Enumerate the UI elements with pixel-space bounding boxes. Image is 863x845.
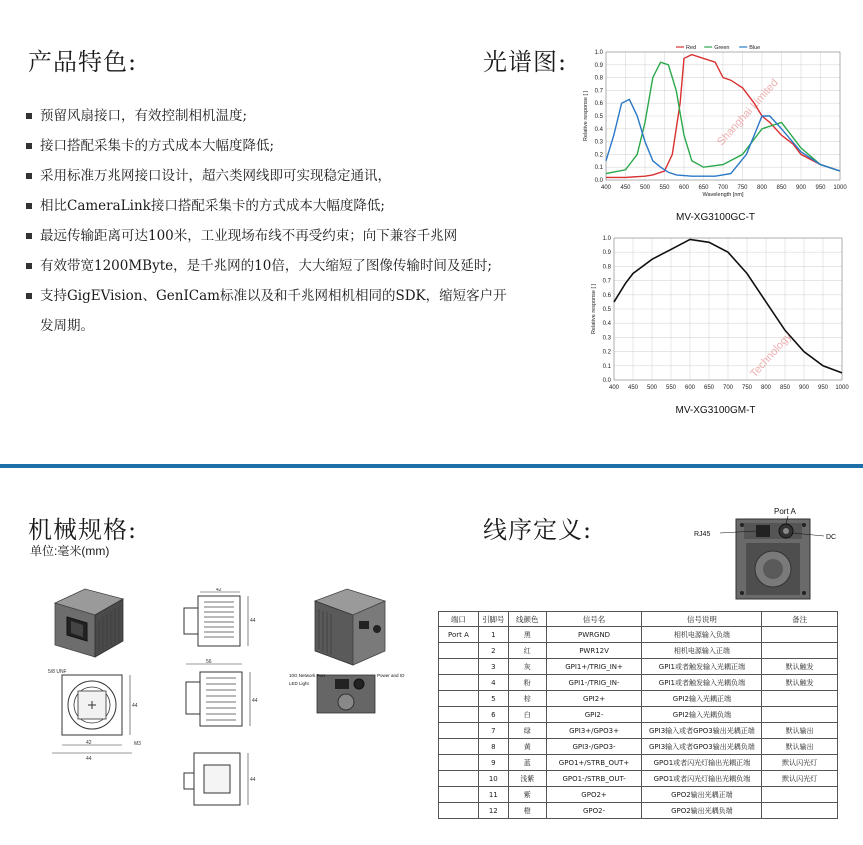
feature-item: 最远传输距离可达100米，工业现场布线不再受约束；向下兼容千兆网 — [24, 221, 564, 251]
port-note: LED Light — [289, 681, 309, 686]
cell-desc: 相机电源输入负端 — [642, 627, 762, 643]
camera-front-drawing — [42, 665, 162, 765]
features-title: 产品特色: — [28, 48, 138, 76]
port-diagram — [692, 503, 842, 603]
cell-desc: GPI1或者触发输入光耦正端 — [642, 659, 762, 675]
col-signal: 信号名 — [546, 612, 642, 627]
dim-label: 44 — [86, 756, 92, 762]
x-tick-label: 500 — [646, 385, 658, 391]
camera-rear-drawing — [285, 585, 405, 715]
port-a-label: Port A — [774, 507, 796, 516]
cell-signal: GPO1-/STRB_OUT- — [546, 771, 642, 787]
port-note: Power and IO — [377, 673, 405, 678]
x-tick-label: 400 — [600, 185, 612, 191]
x-tick-label: 450 — [627, 385, 639, 391]
cell-color: 红 — [508, 643, 546, 659]
x-tick-label: 750 — [737, 185, 748, 191]
port-note: 10G Network Port — [289, 673, 325, 678]
camera-top-drawing — [180, 588, 260, 656]
cell-signal: GPI3+/GPO3+ — [546, 723, 642, 739]
y-tick-label: 1.0 — [602, 236, 611, 242]
feature-continuation: 发周期。 — [40, 318, 94, 334]
cell-pin: 11 — [478, 787, 508, 803]
cell-pin: 8 — [478, 739, 508, 755]
section-divider — [0, 464, 863, 468]
x-tick-label: 950 — [815, 185, 826, 191]
cell-port — [439, 739, 479, 755]
x-tick-label: 500 — [639, 185, 651, 191]
x-tick-label: 900 — [795, 185, 807, 191]
dim-label: 44 — [250, 618, 256, 624]
cell-desc: GPI3输入或者GPO3输出光耦正端 — [642, 723, 762, 739]
camera-bottom-drawing — [180, 745, 260, 815]
cell-color: 蓝 — [508, 755, 546, 771]
feature-item: 相比CameraLink接口搭配采集卡的方式成本大幅度降低; — [24, 191, 564, 221]
cell-port — [439, 643, 479, 659]
col-desc: 信号说明 — [642, 612, 762, 627]
cell-desc: GPO2输出光耦正端 — [642, 787, 762, 803]
cell-port — [439, 803, 479, 819]
feature-item: 接口搭配采集卡的方式成本大幅度降低; — [24, 131, 564, 161]
cell-port — [439, 723, 479, 739]
cell-note: 默认输出 — [762, 739, 838, 755]
cell-signal: GPO1+/STRB_OUT+ — [546, 755, 642, 771]
features-list — [24, 101, 564, 341]
table-row — [439, 771, 838, 787]
y-tick-label: 0.6 — [594, 101, 603, 108]
x-tick-label: 650 — [703, 385, 715, 391]
cell-desc: 相机电源输入正端 — [642, 643, 762, 659]
cell-port: Port A — [439, 627, 479, 643]
cell-note: 默认触发 — [762, 659, 838, 675]
cell-note: 默认闪光灯 — [762, 771, 838, 787]
x-tick-label: 1000 — [835, 385, 849, 391]
table-row — [439, 803, 838, 819]
y-tick-label: 0.7 — [602, 278, 611, 285]
col-note: 备注 — [762, 612, 838, 627]
cell-pin: 5 — [478, 691, 508, 707]
y-tick-label: 0.9 — [602, 250, 611, 257]
table-row — [439, 787, 838, 803]
cell-pin: 1 — [478, 627, 508, 643]
cell-color: 棕 — [508, 691, 546, 707]
feature-item: 预留风扇接口，有效控制相机温度; — [24, 101, 564, 131]
cell-pin: 10 — [478, 771, 508, 787]
cell-desc: GPI3输入或者GPO3输出光耦负端 — [642, 739, 762, 755]
cell-color: 白 — [508, 707, 546, 723]
y-tick-label: 0.1 — [594, 165, 603, 172]
col-pin: 引脚号 — [478, 612, 508, 627]
cell-port — [439, 755, 479, 771]
cell-port — [439, 691, 479, 707]
y-tick-label: 0.2 — [602, 349, 611, 356]
y-tick-label: 0.4 — [594, 126, 603, 133]
dim-label: M3 — [134, 741, 141, 747]
pinout-table — [438, 611, 838, 819]
cell-signal: GPI2+ — [546, 691, 642, 707]
x-tick-label: 950 — [817, 385, 829, 391]
y-tick-label: 0.3 — [602, 335, 611, 342]
y-tick-label: 0.2 — [594, 152, 603, 159]
y-tick-label: 0.0 — [594, 178, 603, 184]
cell-port — [439, 659, 479, 675]
watermark: Technology — [748, 330, 795, 381]
cell-signal: GPI3-/GPO3- — [546, 739, 642, 755]
y-tick-label: 0.4 — [602, 321, 611, 328]
cell-desc: GPO1或者闪光灯输出光耦负端 — [642, 771, 762, 787]
cell-signal: GPI1-/TRIG_IN- — [546, 675, 642, 691]
table-header-row — [439, 612, 838, 627]
pinout-title: 线序定义: — [483, 516, 593, 544]
x-tick-label: 650 — [698, 185, 709, 191]
col-color: 线颜色 — [508, 612, 546, 627]
cell-color: 灰 — [508, 659, 546, 675]
cell-signal: GPO2+ — [546, 787, 642, 803]
x-tick-label: 700 — [717, 185, 729, 191]
dim-label: 42 — [86, 740, 92, 746]
y-tick-label: 0.6 — [602, 292, 611, 299]
cell-color: 粉 — [508, 675, 546, 691]
legend-label: Blue — [749, 45, 761, 51]
cell-port — [439, 787, 479, 803]
cell-note: 默认闪光灯 — [762, 755, 838, 771]
watermark: Shanghai Limited — [715, 76, 781, 149]
unit-label: 单位:毫米(mm) — [30, 544, 110, 558]
chart-caption-color: MV-XG3100GC-T — [676, 212, 755, 223]
x-tick-label: 700 — [722, 385, 734, 391]
rj45-label: RJ45 — [694, 531, 711, 538]
y-tick-label: 0.9 — [594, 62, 603, 69]
cell-desc: GPO1或者闪光灯输出光耦正端 — [642, 755, 762, 771]
dim-label: 42 — [216, 588, 222, 593]
x-tick-label: 850 — [776, 185, 787, 191]
cell-pin: 7 — [478, 723, 508, 739]
table-row — [439, 691, 838, 707]
x-tick-label: 900 — [798, 385, 810, 391]
camera-iso-drawing — [45, 585, 130, 660]
cell-pin: 6 — [478, 707, 508, 723]
cell-note: 默认输出 — [762, 723, 838, 739]
table-row — [439, 755, 838, 771]
cell-signal: GPO2- — [546, 803, 642, 819]
y-tick-label: 0.5 — [602, 307, 611, 313]
x-tick-label: 400 — [608, 385, 620, 391]
y-tick-label: 0.8 — [602, 264, 611, 271]
x-tick-label: 550 — [665, 385, 677, 391]
dim-label: 5/8 UNF — [48, 669, 67, 675]
cell-desc: GPI2输入光耦负端 — [642, 707, 762, 723]
table-row — [439, 675, 838, 691]
cell-color: 绿 — [508, 723, 546, 739]
y-tick-label: 1.0 — [594, 50, 603, 56]
cell-note — [762, 643, 838, 659]
x-tick-label: 450 — [620, 185, 631, 191]
cell-note — [762, 803, 838, 819]
cell-port — [439, 707, 479, 723]
table-row — [439, 643, 838, 659]
spectrum-title: 光谱图: — [483, 48, 568, 76]
y-tick-label: 0.3 — [594, 139, 603, 146]
feature-item: 支持GigEVision、GenICam标准以及和千兆网相机相同的SDK，缩短客户开 — [24, 281, 564, 311]
cell-signal: GPI2- — [546, 707, 642, 723]
table-row — [439, 627, 838, 643]
cell-pin: 9 — [478, 755, 508, 771]
cell-port — [439, 675, 479, 691]
table-row — [439, 707, 838, 723]
cell-color: 橙 — [508, 803, 546, 819]
table-row — [439, 723, 838, 739]
cell-signal: PWRGND — [546, 627, 642, 643]
x-axis-label: Wavelength [nm] — [702, 192, 744, 198]
cell-pin: 2 — [478, 643, 508, 659]
cell-note — [762, 707, 838, 723]
camera-side-drawing — [180, 658, 265, 738]
cell-pin: 3 — [478, 659, 508, 675]
col-port: 端口 — [439, 612, 479, 627]
y-tick-label: 0.0 — [602, 378, 611, 384]
cell-color: 黑 — [508, 627, 546, 643]
cell-desc: GPI2输入光耦正端 — [642, 691, 762, 707]
feature-item: 采用标准万兆网接口设计，超六类网线即可实现稳定通讯， — [24, 161, 564, 191]
x-tick-label: 1000 — [833, 185, 847, 191]
cell-pin: 4 — [478, 675, 508, 691]
y-tick-label: 0.7 — [594, 88, 603, 95]
y-tick-label: 0.8 — [594, 75, 603, 82]
x-tick-label: 800 — [756, 185, 768, 191]
cell-pin: 12 — [478, 803, 508, 819]
mechanical-title: 机械规格: — [28, 516, 138, 544]
cell-color: 黄 — [508, 739, 546, 755]
cell-color: 浅紫 — [508, 771, 546, 787]
legend-label: Green — [714, 45, 730, 51]
dim-label: 44 — [252, 698, 258, 704]
cell-signal: PWR12V — [546, 643, 642, 659]
rj45-port-icon — [756, 525, 770, 537]
x-tick-label: 800 — [760, 385, 772, 391]
table-row — [439, 659, 838, 675]
cell-note — [762, 627, 838, 643]
chart-caption-mono: MV-XG3100GM-T — [675, 405, 756, 416]
y-tick-label: 0.1 — [602, 363, 611, 370]
dc-label: DC — [826, 534, 837, 541]
cell-desc: GPO2输出光耦负端 — [642, 803, 762, 819]
cell-signal: GPI1+/TRIG_IN+ — [546, 659, 642, 675]
cell-desc: GPI1或者触发输入光耦负端 — [642, 675, 762, 691]
cell-note: 默认触发 — [762, 675, 838, 691]
table-row — [439, 739, 838, 755]
y-tick-label: 0.5 — [594, 114, 603, 120]
spectrum-chart-mono — [578, 230, 853, 400]
dim-label: 44 — [132, 703, 138, 709]
feature-item: 有效带宽1200MByte，是千兆网的10倍，大大缩短了图像传输时间及延时; — [24, 251, 564, 281]
cell-note — [762, 787, 838, 803]
y-axis-label: Relative response [ ] — [583, 90, 589, 142]
x-tick-label: 850 — [779, 385, 791, 391]
y-axis-label: Relative response [ ] — [591, 283, 597, 335]
spectrum-chart-color — [578, 34, 853, 206]
x-tick-label: 750 — [741, 385, 753, 391]
cell-note — [762, 691, 838, 707]
x-tick-label: 600 — [684, 385, 696, 391]
legend-label: Red — [686, 45, 697, 51]
dim-label: 44 — [250, 777, 256, 783]
dim-label: 56 — [206, 659, 212, 665]
cell-color: 紫 — [508, 787, 546, 803]
x-tick-label: 550 — [659, 185, 670, 191]
x-tick-label: 600 — [678, 185, 690, 191]
cell-port — [439, 771, 479, 787]
